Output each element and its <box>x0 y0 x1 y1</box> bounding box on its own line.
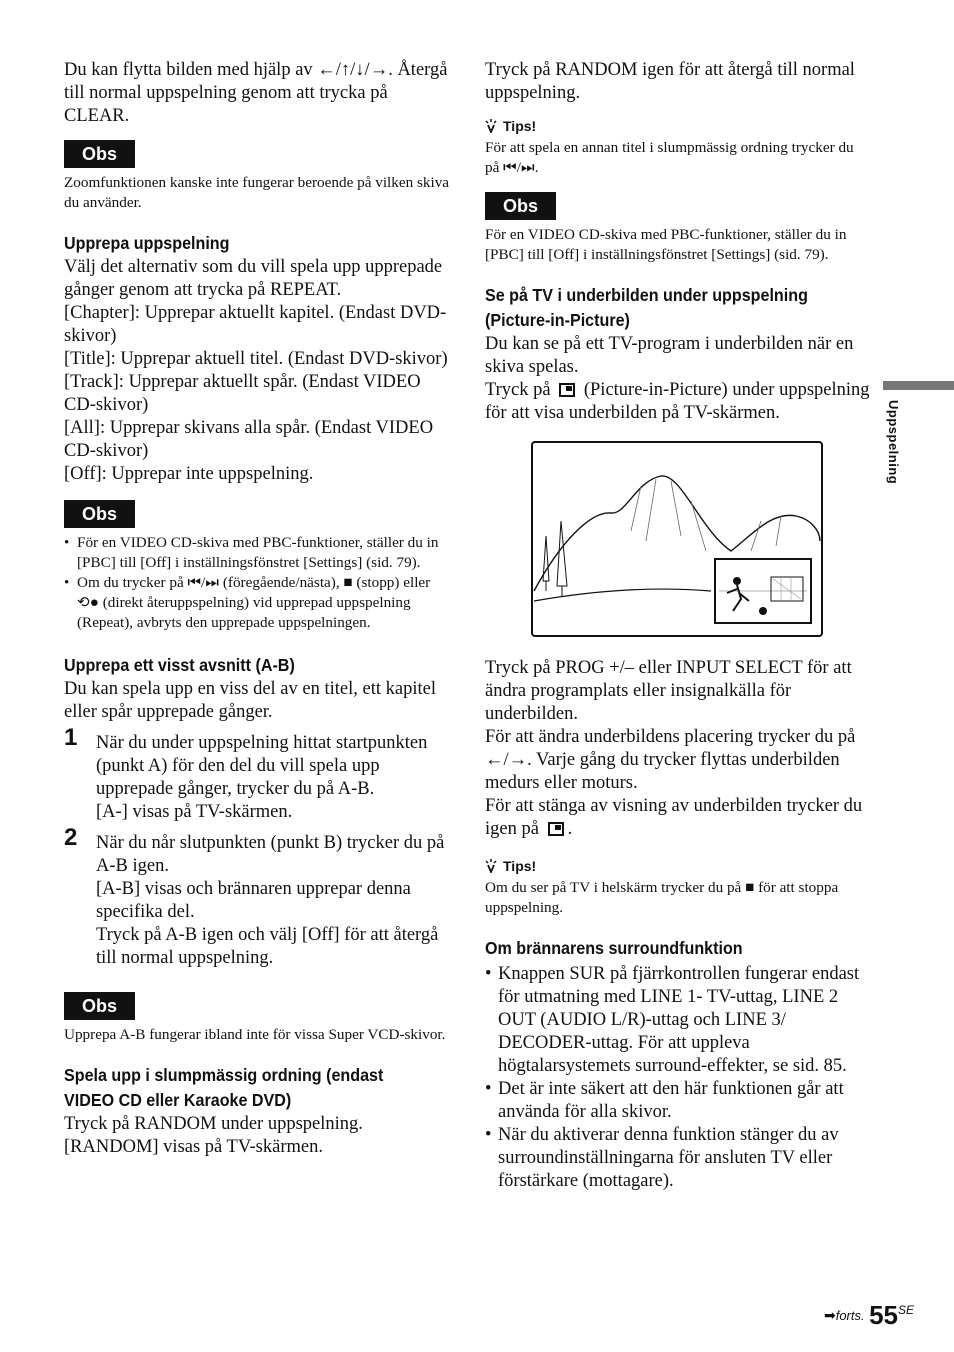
pip-text-part: För att stänga av visning av underbilden trycker du igen på <box>485 796 863 839</box>
step-text: [A-B] visas och brännaren upprepar denna specifika del. <box>96 879 411 922</box>
section-heading-surround: Om brännarens surroundfunktion <box>485 938 743 958</box>
left-column <box>64 59 454 1159</box>
obs-note: Zoomfunktionen kanske inte fungerar beroende på vilken skiva du använder. <box>64 174 450 211</box>
repeat-line: [Title]: Upprepar aktuell titel. (Endast DVD-skivor) <box>64 349 448 369</box>
continued-label: forts. <box>835 1308 865 1323</box>
repeat-line: [All]: Upprepar skivans alla spår. (Endast VIDEO CD-skivor) <box>64 418 434 461</box>
pip-icon <box>548 822 564 836</box>
pip-illustration <box>531 441 823 637</box>
obs-label: Obs <box>64 140 135 168</box>
right-column <box>485 59 870 1193</box>
step-number: 2 <box>64 824 78 851</box>
tips-text: Om du ser på TV i helskärm trycker du på ■ för att stoppa uppspelning. <box>485 879 839 916</box>
pip-after-text: Tryck på PROG +/– eller INPUT SELECT för att ändra programplats eller insignalkälla för underbilden. <box>485 658 852 724</box>
obs-bullet: • För en VIDEO CD-skiva med PBC-funktioner, ställer du in [PBC] till [Off] i inställningsfönstret [Settings] (sid. 79). <box>64 533 454 573</box>
pip-after-text: För att ändra underbildens placering trycker du på ←/→. Varje gång du trycker flyttas underbilden medurs eller moturs. <box>485 727 856 793</box>
obs-label: Obs <box>64 500 135 528</box>
tips-text: För att spela en annan titel i slumpmässig ordning trycker du på ⏮/⏭. <box>485 139 854 176</box>
tips-header <box>485 117 870 138</box>
section-heading-pip <box>485 283 870 333</box>
heading-line: (Picture-in-Picture) <box>485 310 630 330</box>
step-text: När du under uppspelning hittat startpunkten (punkt A) för den del du vill spela upp upprepade gånger, trycker du på A-B. <box>96 733 428 799</box>
pip-after-text <box>485 795 870 841</box>
pip-text: Du kan se på ett TV-program i underbilden när en skiva spelas. <box>485 334 854 377</box>
chapter-side-label: Uppspelning <box>886 400 901 485</box>
intro-paragraph: Du kan flytta bilden med hjälp av ←/↑/↓/→. Återgå till normal uppspelning genom att trycka på CLEAR. <box>64 60 448 126</box>
pip-icon <box>559 383 575 397</box>
random-text: [RANDOM] visas på TV-skärmen. <box>64 1137 323 1157</box>
language-code: SE <box>897 1303 914 1317</box>
heading-line: Spela upp i slumpmässig ordning (endast <box>64 1065 384 1085</box>
repeat-line: [Track]: Upprepar aktuellt spår. (Endast VIDEO CD-skivor) <box>64 372 421 415</box>
obs-label: Obs <box>485 192 556 220</box>
step-2 <box>64 824 454 970</box>
tips-header <box>485 857 870 878</box>
surround-list <box>485 963 870 1193</box>
tips-label: Tips! <box>503 118 537 134</box>
pip-text <box>485 379 870 425</box>
list-item: • När du aktiverar denna funktion stänger du av surroundinställningarna för ansluten TV eller förstärkare (mottagare). <box>485 1124 870 1193</box>
page-footer <box>824 1300 914 1331</box>
arrow-right-icon: ➡ <box>823 1307 836 1323</box>
section-heading-random <box>64 1063 454 1113</box>
pip-text-part: Tryck på <box>485 380 551 400</box>
section-heading-repeat: Upprepa uppspelning <box>64 233 230 253</box>
pip-text-part: (Picture-in-Picture) under uppspelning för att visa underbilden på TV-skärmen. <box>485 380 870 423</box>
obs-bullet: • Om du trycker på ⏮/⏭ (föregående/nästa), ■ (stopp) eller ⟲● (direkt återuppspelning) vid upprepad uppspelning (Repeat), avbryts den upprepade uppspelningen. <box>64 573 454 633</box>
ab-intro: Du kan spela upp en viss del av en titel, ett kapitel eller spår upprepade gånger. <box>64 679 436 722</box>
random-text: Tryck på RANDOM under uppspelning. <box>64 1114 363 1134</box>
list-item: • Knappen SUR på fjärrkontrollen fungerar endast för utmatning med LINE 1- TV-uttag, LINE 2 OUT (AUDIO L/R)-uttag och LINE 3/ DECODER-uttag. För att uppleva högtalarsystemets surround-effekter, se sid. 85. <box>485 963 870 1078</box>
repeat-list <box>64 256 454 486</box>
heading-line: VIDEO CD eller Karaoke DVD) <box>64 1090 292 1110</box>
heading-line: Se på TV i underbilden under uppspelning <box>485 285 808 305</box>
step-number: 1 <box>64 724 78 751</box>
lightbulb-icon <box>485 859 499 878</box>
step-text: [A-] visas på TV-skärmen. <box>96 802 293 822</box>
obs-note: För en VIDEO CD-skiva med PBC-funktioner, ställer du in [PBC] till [Off] i inställningsfönstret [Settings] (sid. 79). <box>485 226 847 263</box>
obs-label: Obs <box>64 992 135 1020</box>
repeat-line: [Chapter]: Upprepar aktuellt kapitel. (Endast DVD-skivor) <box>64 303 447 346</box>
lightbulb-icon <box>485 119 499 138</box>
pip-text-part: . <box>567 819 573 839</box>
step-1 <box>64 724 454 824</box>
section-heading-ab: Upprepa ett visst avsnitt (A-B) <box>64 655 295 675</box>
repeat-line: Välj det alternativ som du vill spela upp upprepade gånger genom att trycka på REPEAT. <box>64 257 443 300</box>
obs-note: Upprepa A-B fungerar ibland inte för vissa Super VCD-skivor. <box>64 1026 446 1043</box>
chapter-tab-marker <box>883 381 954 390</box>
list-item: • Det är inte säkert att den här funktionen går att använda för alla skivor. <box>485 1078 870 1124</box>
tips-label: Tips! <box>503 858 537 874</box>
obs-bullet-list <box>64 533 454 633</box>
random-back-text: Tryck på RANDOM igen för att återgå till normal uppspelning. <box>485 60 855 103</box>
step-text: Tryck på A-B igen och välj [Off] för att återgå till normal uppspelning. <box>96 925 439 968</box>
page-number: 55 <box>869 1300 898 1330</box>
repeat-line: [Off]: Upprepar inte uppspelning. <box>64 464 314 484</box>
step-text: När du når slutpunkten (punkt B) trycker du på A-B igen. <box>96 833 445 876</box>
